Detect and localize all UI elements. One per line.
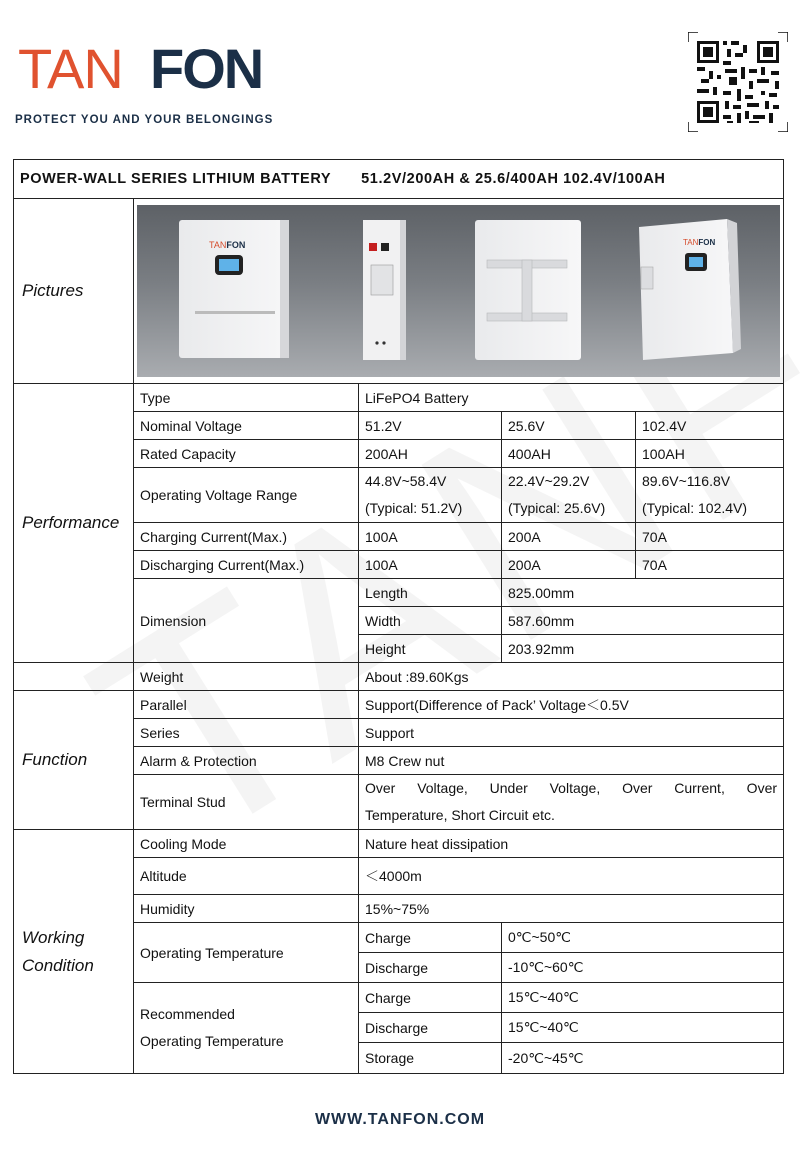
rec-temp-storage-value: -20℃~45℃ [502,1043,784,1074]
cooling-label: Cooling Mode [134,830,359,858]
operating-voltage-3-typical: (Typical: 102.4V) [642,500,748,516]
row-parallel [14,691,784,719]
width-label: Width [359,607,502,635]
operating-voltage-label: Operating Voltage Range [134,468,359,523]
nominal-voltage-1: 51.2V [359,412,502,440]
svg-text:TANFON: TANFON [209,240,246,250]
alarm-label: Alarm & Protection [134,747,359,775]
row-weight [14,663,784,691]
rec-temp-charge-value: 15℃~40℃ [502,983,784,1013]
width-value: 587.60mm [502,607,784,635]
terminal-label: Terminal Stud [134,775,359,830]
operating-voltage-1 [359,468,502,523]
spec-table [13,159,784,1074]
terminal-line-1: Over Voltage, Under Voltage, Over Current, Over [365,780,778,796]
operating-voltage-3 [636,468,784,523]
logo-text-fon: FON [150,37,263,100]
performance-label-tail [14,663,134,691]
nominal-voltage-label: Nominal Voltage [134,412,359,440]
height-value: 203.92mm [502,635,784,663]
op-temp-charge-value: 0℃~50℃ [502,923,784,953]
weight-value: About :89.60Kgs [359,663,784,691]
rec-temp-discharge-label: Discharge [359,1013,502,1043]
qr-code-icon [688,32,788,132]
performance-label: Performance [14,384,134,663]
operating-voltage-2-range: 22.4V~29.2V [508,473,590,489]
type-label: Type [134,384,359,412]
table-header [14,160,784,199]
op-temp-discharge-label: Discharge [359,953,502,983]
rec-temp-label [134,983,359,1074]
operating-voltage-1-typical: (Typical: 51.2V) [365,500,463,516]
charging-current-1: 100A [359,523,502,551]
product-photo [137,205,780,377]
op-temp-discharge-value: -10℃~60℃ [502,953,784,983]
length-label: Length [359,579,502,607]
rated-capacity-1: 200AH [359,440,502,468]
tagline: PROTECT YOU AND YOUR BELONGINGS [15,114,274,126]
charging-current-2: 200A [502,523,636,551]
discharging-current-3: 70A [636,551,784,579]
working-label-1: Working [22,927,85,947]
row-type [14,384,784,412]
pictures-label: Pictures [14,199,134,384]
humidity-value: 15%~75% [359,895,784,923]
rated-capacity-label: Rated Capacity [134,440,359,468]
dimension-label: Dimension [134,579,359,663]
rec-temp-label-2: Operating Temperature [140,1033,284,1049]
pictures-cell [134,199,784,384]
working-label [14,830,134,1074]
operating-voltage-2-typical: (Typical: 25.6V) [508,500,606,516]
brand-logo [18,37,278,100]
nominal-voltage-2: 25.6V [502,412,636,440]
charging-current-3: 70A [636,523,784,551]
alarm-value: M8 Crew nut [359,747,784,775]
discharging-current-2: 200A [502,551,636,579]
discharging-current-label: Discharging Current(Max.) [134,551,359,579]
pictures-row [14,199,784,384]
header-title: POWER-WALL SERIES LITHIUM BATTERY [20,171,332,187]
type-value: LiFePO4 Battery [359,384,784,412]
terminal-value [359,775,784,830]
battery-angle-image [639,219,741,360]
altitude-value: ＜4000m [359,858,784,895]
rec-temp-storage-label: Storage [359,1043,502,1074]
series-label: Series [134,719,359,747]
weight-label: Weight [134,663,359,691]
altitude-label: Altitude [134,858,359,895]
battery-back-image [475,220,581,360]
rated-capacity-2: 400AH [502,440,636,468]
working-label-2: Condition [22,955,94,975]
logo-text-tan: TAN [18,37,123,100]
terminal-line-2: Temperature, Short Circuit etc. [365,807,555,823]
operating-voltage-1-range: 44.8V~58.4V [365,473,447,489]
discharging-current-1: 100A [359,551,502,579]
battery-front-image [179,220,289,358]
height-label: Height [359,635,502,663]
operating-voltage-2 [502,468,636,523]
humidity-label: Humidity [134,895,359,923]
cooling-value: Nature heat dissipation [359,830,784,858]
length-value: 825.00mm [502,579,784,607]
footer-url[interactable]: WWW.TANFON.COM [314,1111,486,1128]
rec-temp-charge-label: Charge [359,983,502,1013]
op-temp-charge-label: Charge [359,923,502,953]
charging-current-label: Charging Current(Max.) [134,523,359,551]
row-cooling [14,830,784,858]
svg-text:TANFON: TANFON [683,238,716,247]
rec-temp-discharge-value: 15℃~40℃ [502,1013,784,1043]
operating-voltage-3-range: 89.6V~116.8V [642,473,731,489]
function-label: Function [14,691,134,830]
parallel-label: Parallel [134,691,359,719]
battery-side-image [363,220,406,360]
nominal-voltage-3: 102.4V [636,412,784,440]
table-header-row [14,160,784,199]
rated-capacity-3: 100AH [636,440,784,468]
rec-temp-label-1: Recommended [140,1006,235,1022]
op-temp-label: Operating Temperature [134,923,359,983]
header-models: 51.2V/200AH & 25.6/400AH 102.4V/100AH [361,171,666,187]
parallel-value: Support(Difference of Pack’ Voltage＜0.5V [359,691,784,719]
series-value: Support [359,719,784,747]
